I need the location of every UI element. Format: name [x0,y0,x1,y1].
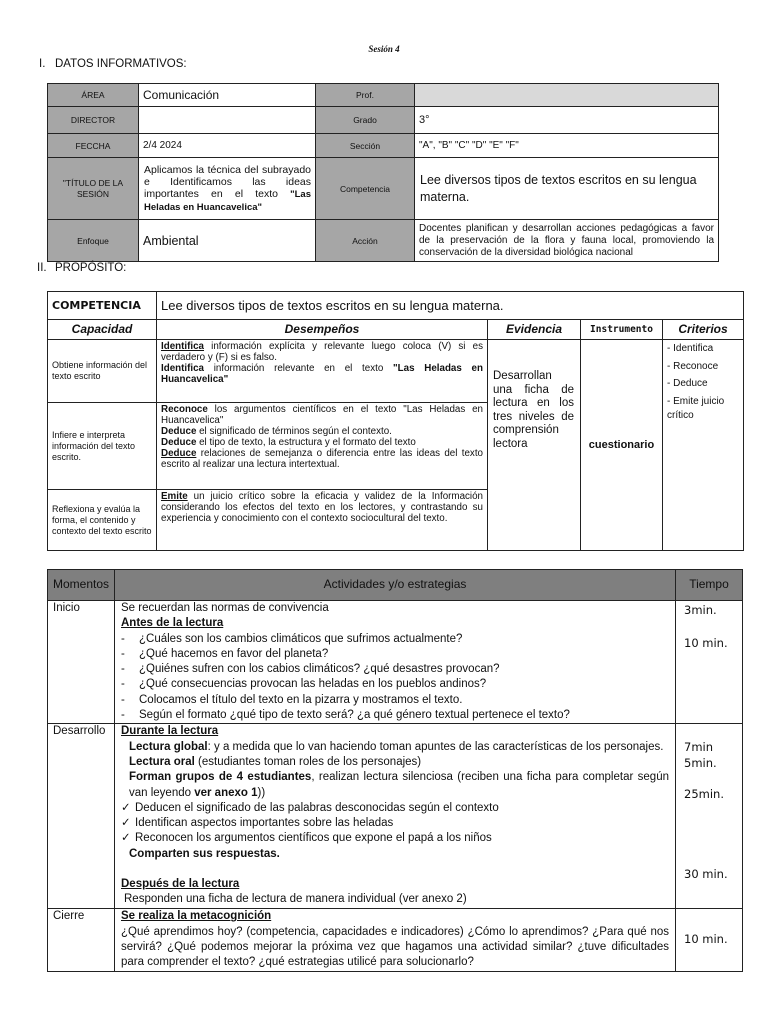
director-label: DIRECTOR [48,107,139,134]
check-item: ✓ Reconocen los argumentos científicos que expone el papá a los niños [121,831,669,846]
cierre-text: ¿Qué aprendimos hoy? (competencia, capacidades e indicadores) ¿Cómo lo aprendimos? ¿Para qué nos servirá? ¿Qué podemos mejorar la próxima vez que hagamos una actividad similar? ¿tuve dificultades para comprender el texto? ¿qué estrategias utilicé para solucionarlo? [121,925,669,969]
despues-heading: Después de la lectura [121,878,240,891]
verb: Deduce [161,437,197,448]
metacognicion-heading: Se realiza la metacognición [121,910,272,923]
momento-desarrollo: Desarrollo [48,724,115,909]
bold-title: "Las Heladas en Huancavelica" [161,363,483,385]
fecha-label: FECCHA [48,134,139,158]
moments-table [47,569,743,972]
area-label: ÁREA [48,84,139,107]
section-heading: DATOS INFORMATIVOS: [55,58,187,70]
criterio-item: - Emite juicio crítico [667,395,725,421]
verb: Identifica [161,363,205,374]
check-item: ✓ Identifican aspectos importantes sobre las heladas [121,816,669,831]
inicio-item: - ¿Qué hacemos en favor del planeta? [121,647,329,660]
text: información relevante en el texto [204,363,394,374]
time-value: 10 min. [684,636,728,651]
verb: Identifica [161,341,205,352]
time-value: 30 min. [684,867,728,882]
momento-inicio: Inicio [48,601,115,724]
instrumento-value: cuestionario [581,340,663,551]
check-icon: ✓ [121,801,131,814]
desempeno-1 [157,340,488,403]
inicio-item: - Según el formato ¿qué tipo de texto será? ¿a qué género textual pertenece el texto? [121,709,570,722]
criterio-item: - Identifica [667,343,714,354]
criterio-item: - Deduce [667,378,708,389]
enfoque-label: Enfoque [48,220,139,262]
capacidad-3: Reflexiona y evalúa la forma, el contenido y contexto del texto escrito [48,490,157,551]
titulo-cell [139,158,316,220]
competencia-value: Lee diversos tipos de textos escritos en su lengua materna. [415,158,719,220]
session-label: Sesión 4 [368,44,400,54]
col-instrumento: Instrumento [581,320,663,340]
desarrollo-activities [115,724,676,909]
desempeno-3 [157,490,488,551]
inicio-line: Se recuerdan las normas de convivencia [121,602,329,614]
area-value: Comunicación [139,84,316,107]
competencia-label: Competencia [316,158,415,220]
antes-heading: Antes de la lectura [121,617,224,630]
prof-label: Prof. [316,84,415,107]
enfoque-value: Ambiental [139,220,316,262]
inicio-times [676,601,743,724]
grado-value: 3° [415,107,719,134]
info-table [47,83,719,262]
section-title-datos [39,58,187,70]
text: el tipo de texto, la estructura y el formato del texto [196,437,416,448]
col-desempenos: Desempeños [157,320,488,340]
accion-value: Docentes planifican y desarrollan acciones pedagógicas a favor de la preservación de la flora y fauna local, promoviendo la conservación de la diversidad biológica nacional [415,220,719,262]
verb: Reconoce [161,404,208,415]
inicio-item: - ¿Cuáles son los cambios climáticos que sufrimos actualmente? [121,632,463,645]
director-value [139,107,316,134]
col-criterios: Criterios [663,320,744,340]
time-value: 5min. [684,755,717,770]
time-value: 25min. [684,786,724,801]
verb: Deduce [161,448,197,459]
capacidad-2: Infiere e interpreta información del texto escrito. [48,403,157,490]
section-number: II. [37,262,47,274]
accion-label: Acción [316,220,415,262]
time-value: 3min. [684,603,717,617]
purpose-table [47,291,744,551]
col-tiempo: Tiempo [676,570,743,601]
responden: Responden una ficha de lectura de manera individual (ver anexo 2) [124,893,467,906]
text: información explícita y relevante luego coloca (V) si es verdadero y (F) si es falso. [161,341,483,363]
criterios-list [663,340,744,551]
time-value: 7min [684,740,714,755]
durante-heading: Durante la lectura [121,725,219,738]
section-title-proposito [37,262,126,274]
check-icon: ✓ [121,832,131,845]
text: el significado de términos según el contexto. [196,426,392,437]
seccion-label: Sección [316,134,415,158]
titulo-value: Aplicamos la técnica del subrayado e Identificamos las ideas importantes en el texto [144,163,311,200]
titulo-label: "TÍTULO DE LA SESIÓN [48,158,139,220]
competencia-label: COMPETENCIA [48,292,157,320]
lectura-oral: Lectura oral (estudiantes toman roles de los personajes) [129,755,422,768]
check-item: ✓ Deducen el significado de las palabras desconocidas según el contexto [121,801,669,816]
prof-value [415,84,719,107]
check-icon: ✓ [121,817,131,830]
evidencia-value: Desarrollan una ficha de lectura en los tres niveles de comprensión lectora [488,340,581,551]
grado-label: Grado [316,107,415,134]
section-heading: PROPÓSITO: [55,262,127,274]
col-momentos: Momentos [48,570,115,601]
titulo-bold: "Las Heladas en Huancavelica" [144,188,311,213]
text: relaciones de semejanza o diferencia entre las ideas del texto escrito al realizar una lectura intertextual. [161,448,483,470]
inicio-item: - ¿Quiénes sufren con los cabios climáticos? ¿qué desastres provocan? [121,663,500,676]
comparten: Comparten sus respuestas. [129,847,280,860]
col-capacidad: Capacidad [48,320,157,340]
text: un juicio crítico sobre la eficacia y validez de la Información considerando los efectos del texto en los lectores, y contrastando su experiencia y conocimiento con el contexto sociocultural del texto. [161,491,483,524]
competencia-value: Lee diversos tipos de textos escritos en su lengua materna. [157,292,744,320]
verb: Emite [161,491,188,502]
cierre-time: 10 min. [676,909,743,971]
desempeno-2 [157,403,488,490]
capacidad-1: Obtiene información del texto escrito [48,340,157,403]
lectura-global: Lectura global: y a medida que lo van haciendo toman apuntes de las características de los personajes. [129,740,664,753]
forman-grupos: Forman grupos de 4 estudiantes, realizan lectura silenciosa (reciben una ficha para completar según van leyendo ver anexo 1)) [129,771,669,799]
seccion-value: "A", "B" "C" "D" "E" "F" [415,134,719,158]
inicio-activities [115,601,676,724]
inicio-item: - Colocamos el título del texto en la pizarra y mostramos el texto. [121,693,463,706]
criterio-item: - Reconoce [667,360,719,372]
col-actividades: Actividades y/o estrategias [115,570,676,601]
verb: Deduce [161,426,197,437]
cierre-activities [115,909,676,971]
desarrollo-times [676,724,743,909]
inicio-item: - ¿Qué consecuencias provocan las heladas en los pueblos andinos? [121,678,487,691]
fecha-value: 2/4 2024 [139,134,316,158]
col-evidencia: Evidencia [488,320,581,340]
section-number: I. [39,58,46,70]
momento-cierre: Cierre [48,909,115,971]
text: los argumentos científicos en el texto "Las Heladas en Huancavelica" [161,404,483,426]
